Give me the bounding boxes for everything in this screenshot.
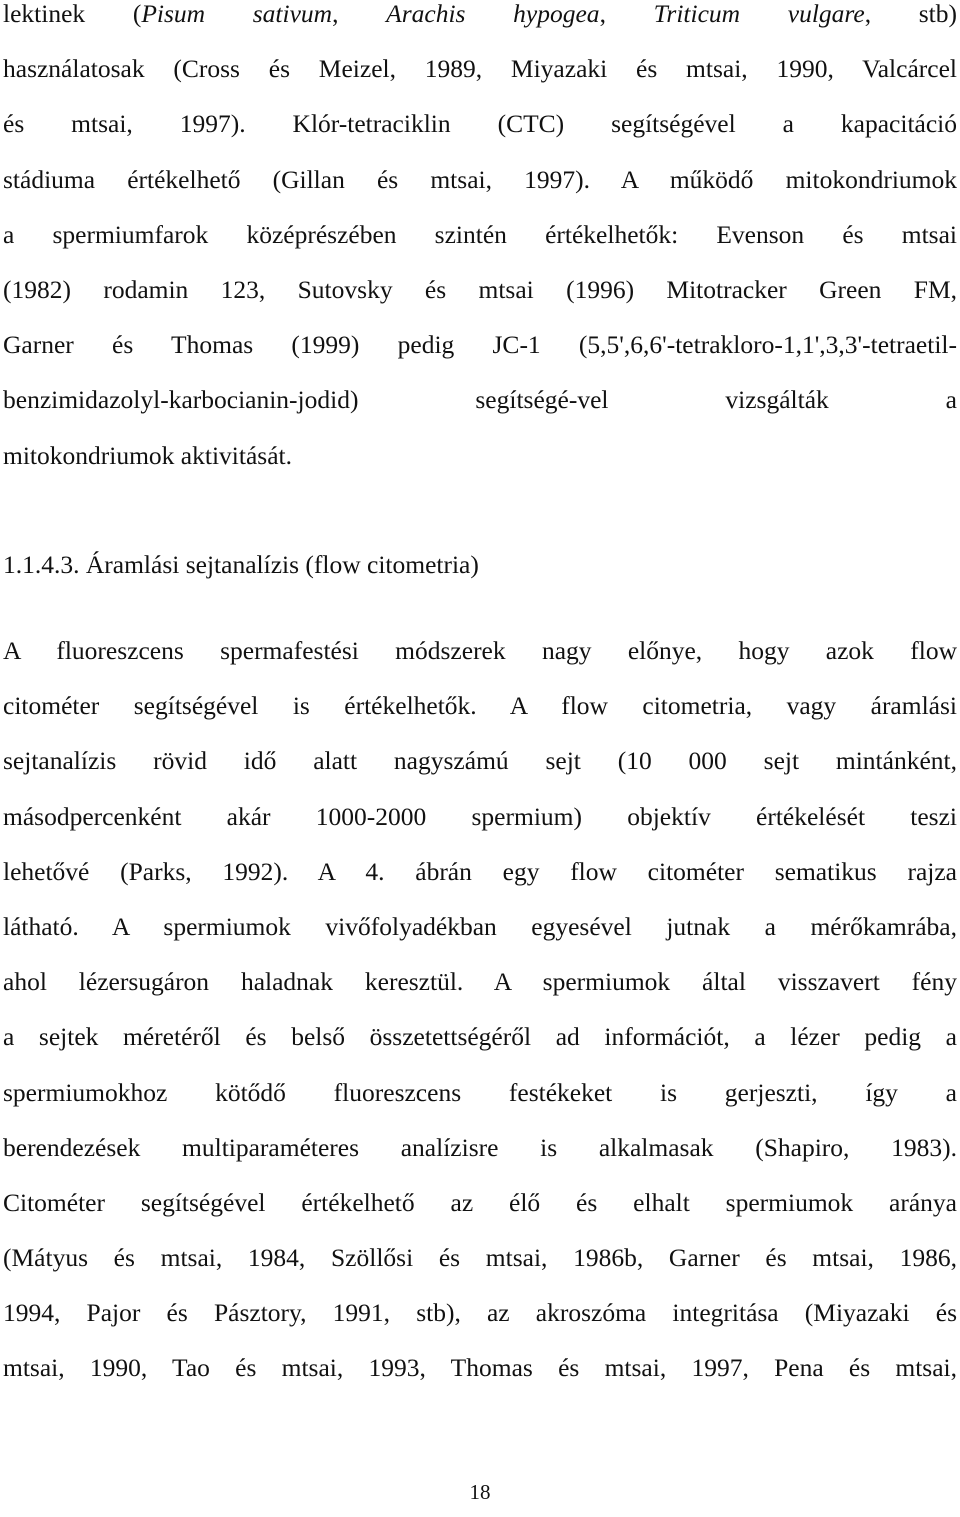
text-line: Garner és Thomas (1999) pedig JC-1 (5,5',6,6'-tetrakloro-1,1',3,3'-tetraetil-	[3, 330, 957, 360]
text-line: citométer segítségével is értékelhetők. A flow citometria, vagy áramlási	[3, 691, 957, 721]
text-line: mtsai, 1990, Tao és mtsai, 1993, Thomas és mtsai, 1997, Pena és mtsai,	[3, 1353, 957, 1383]
paragraph-flow-cytometry	[3, 623, 957, 1396]
text-line: ahol lézersugáron haladnak keresztül. A spermiumok által visszavert fény	[3, 967, 957, 997]
page-number: 18	[469, 1480, 491, 1504]
text-line: és mtsai, 1997). Klór-tetraciklin (CTC) segítségével a kapacitáció	[3, 109, 957, 139]
text-line: a sejtek méretéről és belső összetettségéről ad információt, a lézer pedig a	[3, 1022, 957, 1052]
text-line: sejtanalízis rövid idő alatt nagyszámú sejt (10 000 sejt mintánként,	[3, 746, 957, 776]
text-line: Citométer segítségével értékelhető az élő és elhalt spermiumok aránya	[3, 1187, 957, 1217]
text-line: látható. A spermiumok vivőfolyadékban egyesével jutnak a mérőkamrába,	[3, 911, 957, 941]
text-line: mitokondriumok aktivitását.	[3, 440, 292, 470]
text-line: benzimidazolyl-karbocianin-jodid) segítségé-vel vizsgálták a	[3, 385, 957, 415]
text-line: stádiuma értékelhető (Gillan és mtsai, 1997). A működő mitokondriumok	[3, 164, 957, 194]
text-line: a spermiumfarok középrészében szintén értékelhetők: Evenson és mtsai	[3, 219, 957, 249]
text-line: (1982) rodamin 123, Sutovsky és mtsai (1996) Mitotracker Green FM,	[3, 274, 957, 304]
text-line: (Mátyus és mtsai, 1984, Szöllősi és mtsai, 1986b, Garner és mtsai, 1986,	[3, 1243, 957, 1273]
species-name: Triticum vulgare	[653, 0, 865, 28]
text-line: 1994, Pajor és Pásztory, 1991, stb), az akroszóma integritása (Miyazaki és	[3, 1298, 957, 1328]
text-line: használatosak (Cross és Meizel, 1989, Miyazaki és mtsai, 1990, Valcárcel	[3, 54, 957, 84]
species-name: Arachis hypogea	[386, 0, 600, 28]
text-line: lektinek (Pisum sativum, Arachis hypogea, Triticum vulgare, stb)	[3, 0, 958, 28]
text-line: A fluoreszcens spermafestési módszerek nagy előnye, hogy azok flow	[3, 636, 957, 665]
text-line: másodpercenként akár 1000-2000 spermium) objektív értékelését teszi	[3, 801, 957, 831]
species-name: Pisum sativum	[141, 0, 333, 28]
section-heading: 1.1.4.3. Áramlási sejtanalízis (flow citometria)	[3, 550, 479, 579]
text-line: spermiumokhoz kötődő fluoreszcens festékeket is gerjeszti, így a	[3, 1077, 957, 1107]
text-line: lehetővé (Parks, 1992). A 4. ábrán egy flow citométer sematikus rajza	[3, 856, 957, 886]
text-line: berendezések multiparaméteres analízisre is alkalmasak (Shapiro, 1983).	[3, 1132, 957, 1162]
paragraph-mitochondria-staining	[3, 0, 957, 483]
